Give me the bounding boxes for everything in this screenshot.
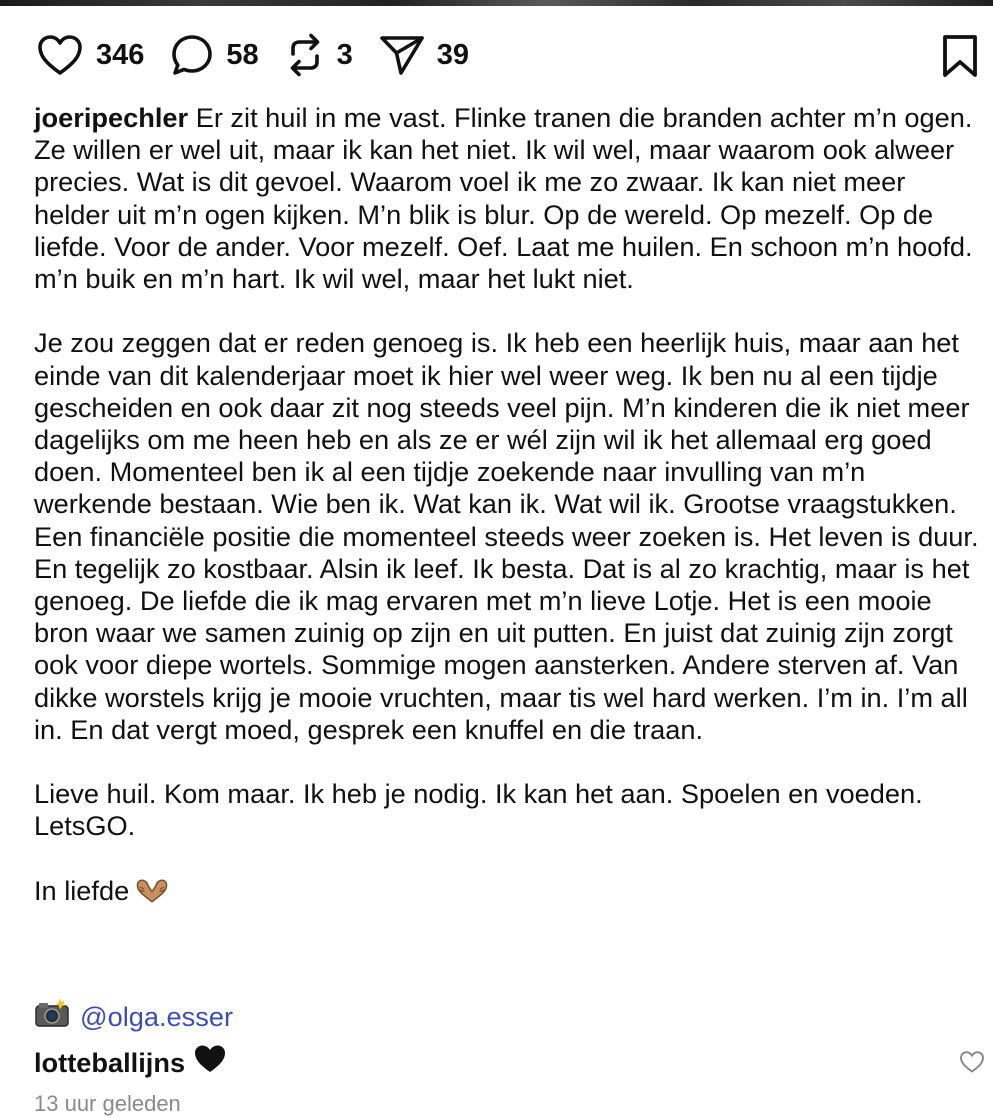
mention-link[interactable]: @olga.esser <box>80 1001 234 1032</box>
comment-bubble-icon <box>170 33 214 77</box>
caption-paragraph-2: Je zou zeggen dat er reden genoeg is. Ik heb een heerlijk huis, maar aan het einde van dit kalenderjaar moet ik hier wel weer weg. Ik ben nu al een tijdje gescheiden en ook daar zit nog steeds veel pijn. M’n kinderen die ik niet meer dagelijks om me heen heb en als ze er wél zijn wil ik het allemaal erg goed doen. Momenteel ben ik al een tijdje zoekende naar invulling van m’n werkende bestaan. Wie ben ik. Wat kan ik. Wat wil ik. Grootse vraagstukken. Een financiële positie die momenteel steeds weer zoeken is. Het leven is duur. En tegelijk zo kostbaar. Alsin ik leef. Ik besta. Dat is al zo krachtig, maar is het genoeg. De liefde die ik mag ervaren met m’n lieve Lotje. Het is een mooie bron waar we samen zuinig op zijn en uit putten. En juist dat zuinig zijn zorgt ook voor diepe wortels. Sommige mogen aansterken. Andere sterven af. Van dikke worstels krijg je mooie vruchten, maar tis wel hard werken. I’m in. I’m all in. En dat vergt moed, gesprek een knuffel en die traan. <box>34 327 979 745</box>
like-button[interactable] <box>36 33 144 77</box>
comment-author-username[interactable]: lotteballijns <box>34 1047 186 1078</box>
comment-like-button[interactable] <box>959 1050 985 1079</box>
share-button[interactable] <box>379 33 469 77</box>
caption-paragraph-3: Lieve huil. Kom maar. Ik heb je nodig. Ik kan het aan. Spoelen en voeden. LetsGO. <box>34 778 923 842</box>
comment-count: 58 <box>226 38 259 71</box>
heart-hands-icon <box>135 878 169 911</box>
comment-row <box>34 1044 227 1082</box>
post-caption <box>34 102 984 943</box>
sign-off-text: In liefde <box>34 874 130 906</box>
like-count: 346 <box>96 38 145 71</box>
repost-button[interactable] <box>285 32 353 78</box>
caption-text: Er zit huil in me vast. Flinke tranen die branden achter m’n ogen. Ze willen er wel uit, maar ik kan het niet. Ik wil wel, maar waarom ook alweer precies. Wat is dit gevoel. Waarom voel ik me zo zwaar. Ik kan niet meer helder uit m’n ogen kijken. M’n blik is blur. Op de wereld. Op mezelf. Op de liefde. Voor de ander. Voor mezelf. Oef. Laat me huilen. En schoon m’n hoofd. m’n buik en m’n hart. Ik wil wel, maar het lukt niet. <box>34 102 973 295</box>
black-heart-icon <box>193 1044 227 1082</box>
caption-paragraph-1 <box>34 102 984 295</box>
caption-paragraph-4 <box>34 875 984 911</box>
repost-count: 3 <box>336 38 353 71</box>
send-icon <box>379 33 425 77</box>
save-button[interactable] <box>940 34 980 83</box>
repost-icon <box>285 32 325 78</box>
heart-outline-icon <box>959 1061 985 1078</box>
photo-credit <box>34 998 233 1036</box>
comment-button[interactable] <box>170 33 258 77</box>
action-bar <box>36 30 495 80</box>
post-author-username[interactable]: joeripechler <box>34 102 189 133</box>
bookmark-icon <box>940 65 980 82</box>
share-count: 39 <box>436 38 470 71</box>
heart-icon <box>36 33 84 77</box>
post-photo-edge <box>0 0 993 6</box>
comment-timestamp: 13 uur geleden <box>34 1091 181 1116</box>
camera-flash-icon <box>34 998 70 1036</box>
